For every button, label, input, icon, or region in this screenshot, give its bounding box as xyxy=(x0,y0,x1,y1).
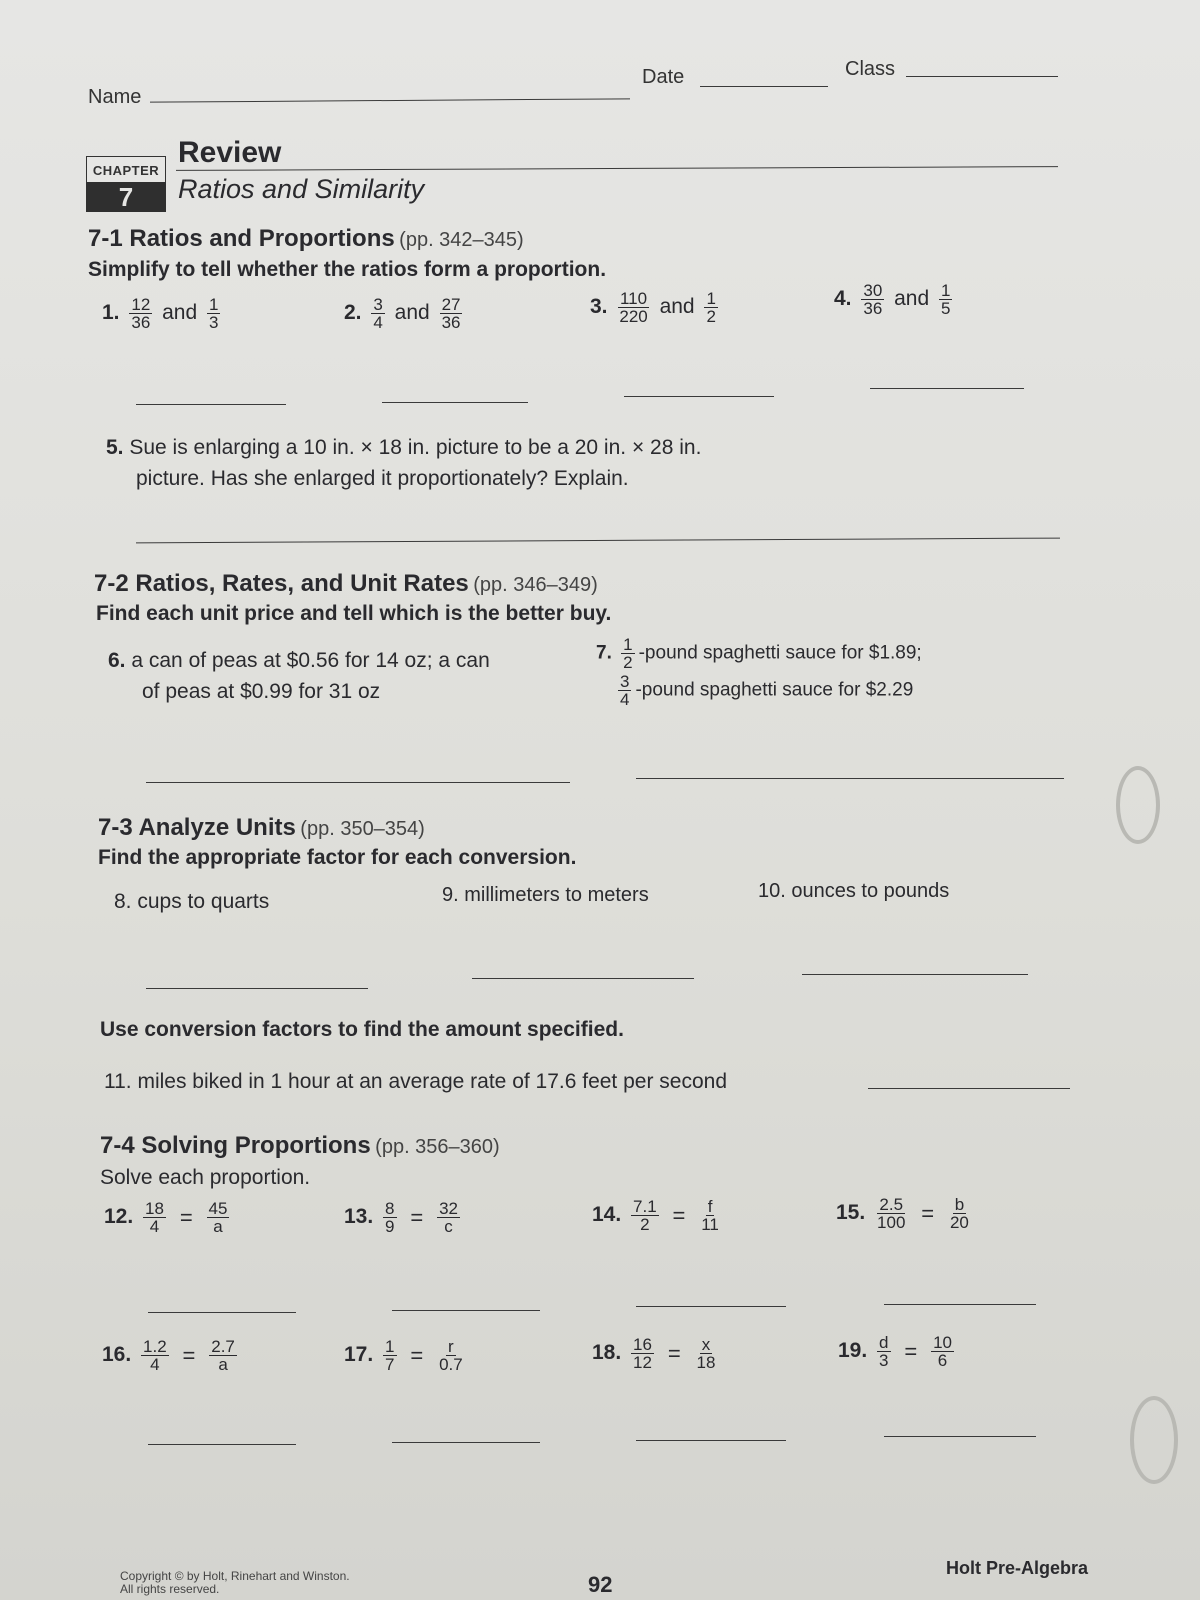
fraction xyxy=(631,1198,659,1233)
problem-number: 19. xyxy=(838,1339,868,1363)
denominator: 100 xyxy=(877,1213,906,1232)
denominator: 4 xyxy=(620,690,630,709)
numerator: 1 xyxy=(385,1337,395,1356)
answer-line-8[interactable] xyxy=(146,988,368,989)
denominator: 2 xyxy=(623,653,633,672)
date-line[interactable] xyxy=(700,86,828,87)
section-pages: (pp. 350–354) xyxy=(300,818,425,840)
fraction xyxy=(939,282,952,317)
page-number: 92 xyxy=(588,1572,613,1597)
fraction xyxy=(209,1338,237,1373)
answer-line-7[interactable] xyxy=(636,778,1064,779)
numerator: 2.5 xyxy=(879,1195,904,1214)
problem-number: 15. xyxy=(836,1201,866,1225)
problem-text: of peas at $0.99 for 31 oz xyxy=(142,680,381,703)
section-title: 7-1 Ratios and Proportions xyxy=(88,225,395,252)
review-title: Review xyxy=(178,136,282,169)
section-7-1-heading xyxy=(88,225,524,253)
problem-number: 12. xyxy=(104,1205,134,1229)
problem-1 xyxy=(102,296,224,331)
section-7-3-instruction: Find the appropriate factor for each conversion. xyxy=(98,846,577,869)
problem-13 xyxy=(344,1200,464,1235)
equals-sign: = xyxy=(921,1201,935,1226)
fraction xyxy=(383,1338,396,1373)
fraction xyxy=(931,1334,954,1369)
problem-text: -pound spaghetti sauce for $2.29 xyxy=(635,679,914,701)
problem-3 xyxy=(590,290,722,325)
problem-15 xyxy=(836,1196,975,1231)
numerator: 10 xyxy=(933,1333,952,1352)
answer-line-15[interactable] xyxy=(884,1304,1036,1305)
problem-18 xyxy=(592,1336,721,1371)
problem-8: 8. cups to quarts xyxy=(114,890,270,913)
problem-number: 3. xyxy=(590,295,608,319)
fraction xyxy=(617,290,649,325)
problem-number: 14. xyxy=(592,1203,622,1227)
denominator: c xyxy=(444,1217,453,1236)
denominator: 18 xyxy=(696,1353,716,1372)
book-title: Holt Pre-Algebra xyxy=(946,1558,1089,1578)
denominator: 4 xyxy=(373,313,383,332)
fraction xyxy=(704,290,717,325)
fraction xyxy=(948,1196,971,1231)
numerator: 12 xyxy=(131,295,151,314)
problem-7 xyxy=(596,636,922,708)
section-pages: (pp. 356–360) xyxy=(375,1136,500,1158)
equals-sign: = xyxy=(672,1203,686,1228)
chapter-number: 7 xyxy=(86,182,166,212)
section-7-4-instruction: Solve each proportion. xyxy=(100,1166,311,1189)
problem-9: 9. millimeters to meters xyxy=(442,884,649,906)
fraction xyxy=(371,296,384,331)
answer-line-16[interactable] xyxy=(148,1444,296,1445)
fraction xyxy=(383,1200,396,1235)
section-title: 7-3 Analyze Units xyxy=(98,814,296,841)
numerator: d xyxy=(879,1333,889,1352)
problem-17 xyxy=(344,1338,469,1373)
denominator: 6 xyxy=(937,1351,948,1370)
fraction xyxy=(875,1196,907,1231)
chapter-title: Ratios and Similarity xyxy=(178,174,425,204)
section-7-3-heading xyxy=(98,814,425,842)
fraction xyxy=(699,1198,721,1233)
denominator: 36 xyxy=(863,299,883,318)
numerator: b xyxy=(954,1195,965,1214)
denominator: 0.7 xyxy=(439,1355,463,1374)
problem-4 xyxy=(834,282,956,317)
numerator: 30 xyxy=(863,281,883,300)
answer-line-17[interactable] xyxy=(392,1442,540,1443)
numerator: 1 xyxy=(209,295,219,314)
and-word: and xyxy=(894,287,930,311)
problem-text: -pound spaghetti sauce for $1.89; xyxy=(638,642,922,664)
and-word: and xyxy=(394,301,430,325)
problem-11: 11. miles biked in 1 hour at an average rate of 17.6 feet per second xyxy=(104,1070,728,1093)
fraction xyxy=(618,673,631,708)
equals-sign: = xyxy=(179,1205,193,1230)
problem-number: 7. xyxy=(596,642,612,664)
numerator: f xyxy=(707,1197,713,1216)
numerator: 3 xyxy=(620,672,630,691)
section-title: 7-2 Ratios, Rates, and Unit Rates xyxy=(94,570,469,597)
answer-line-13[interactable] xyxy=(392,1310,540,1311)
problem-number: 18. xyxy=(592,1341,622,1365)
denominator: 5 xyxy=(941,299,951,318)
numerator: 7.1 xyxy=(633,1197,657,1216)
fraction xyxy=(129,296,152,331)
section-title: 7-4 Solving Proportions xyxy=(100,1132,371,1159)
problem-6 xyxy=(108,645,490,707)
numerator: 32 xyxy=(439,1199,458,1218)
section-7-2-heading xyxy=(94,570,598,598)
conversion-instruction: Use conversion factors to find the amount specified. xyxy=(100,1018,624,1041)
section-pages: (pp. 346–349) xyxy=(473,574,598,596)
problem-number: 4. xyxy=(834,287,852,311)
problem-14 xyxy=(592,1198,725,1233)
fraction xyxy=(437,1338,465,1373)
fraction xyxy=(143,1200,166,1235)
denominator: 3 xyxy=(879,1351,889,1370)
binder-hole-icon xyxy=(1116,766,1160,844)
numerator: 45 xyxy=(208,1199,228,1218)
equals-sign: = xyxy=(667,1341,681,1366)
section-7-2-instruction: Find each unit price and tell which is the better buy. xyxy=(96,602,612,625)
answer-line-12[interactable] xyxy=(148,1312,296,1313)
denominator: 36 xyxy=(131,313,151,332)
answer-line-1[interactable] xyxy=(136,404,286,405)
fraction xyxy=(437,1200,460,1235)
problem-number: 17. xyxy=(344,1343,374,1367)
class-label: Class xyxy=(845,58,896,80)
problem-number: 16. xyxy=(102,1343,132,1367)
copyright xyxy=(120,1570,350,1596)
equals-sign: = xyxy=(410,1205,424,1230)
problem-number: 13. xyxy=(344,1205,374,1229)
denominator: 11 xyxy=(701,1215,719,1234)
answer-line-18[interactable] xyxy=(636,1440,786,1441)
answer-line-19[interactable] xyxy=(884,1436,1036,1437)
problem-19 xyxy=(838,1334,958,1369)
answer-line-4[interactable] xyxy=(870,388,1024,389)
name-label: Name xyxy=(88,86,142,108)
denominator: 20 xyxy=(949,1213,969,1232)
problem-12 xyxy=(104,1200,233,1235)
and-word: and xyxy=(162,301,198,325)
answer-line-3[interactable] xyxy=(624,396,774,397)
problem-number: 2. xyxy=(344,301,362,325)
numerator: 1 xyxy=(941,281,951,300)
fraction xyxy=(861,282,884,317)
section-7-4-heading xyxy=(100,1132,500,1160)
fraction xyxy=(695,1336,718,1371)
section-7-1-instruction: Simplify to tell whether the ratios form a proportion. xyxy=(88,258,607,281)
problem-text: a can of peas at $0.56 for 14 oz; a can xyxy=(131,649,490,672)
problem-2 xyxy=(344,296,466,331)
fraction xyxy=(207,1200,230,1235)
denominator: 2 xyxy=(706,307,716,326)
equals-sign: = xyxy=(182,1343,196,1368)
numerator: x xyxy=(701,1335,711,1354)
numerator: 8 xyxy=(385,1199,395,1218)
date-label: Date xyxy=(642,66,685,88)
equals-sign: = xyxy=(904,1339,918,1364)
numerator: 18 xyxy=(145,1199,164,1218)
denominator: 9 xyxy=(385,1217,395,1236)
copyright-line: Copyright © by Holt, Rinehart and Winston. xyxy=(120,1569,350,1583)
denominator: 2 xyxy=(640,1215,650,1234)
fraction xyxy=(621,636,634,671)
problem-text: Sue is enlarging a 10 in. × 18 in. picture to be a 20 in. × 28 in. xyxy=(129,436,702,459)
name-line[interactable] xyxy=(150,98,630,102)
answer-line-9[interactable] xyxy=(472,978,694,979)
copyright-line: All rights reserved. xyxy=(120,1582,220,1596)
numerator: r xyxy=(448,1337,454,1356)
denominator: 12 xyxy=(633,1353,652,1372)
denominator: 7 xyxy=(385,1355,395,1374)
numerator: 27 xyxy=(441,295,461,314)
denominator: a xyxy=(213,1217,223,1236)
equals-sign: = xyxy=(410,1343,424,1368)
class-line[interactable] xyxy=(906,76,1058,77)
and-word: and xyxy=(659,295,695,319)
numerator: 1 xyxy=(706,289,716,308)
section-pages: (pp. 342–345) xyxy=(399,229,524,251)
problem-16 xyxy=(102,1338,241,1373)
denominator: 220 xyxy=(619,307,648,326)
answer-line-10[interactable] xyxy=(802,974,1028,975)
denominator: 3 xyxy=(209,313,219,332)
problem-text: picture. Has she enlarged it proportionately? Explain. xyxy=(136,467,629,490)
answer-line-2[interactable] xyxy=(382,402,528,403)
problem-number: 6. xyxy=(108,649,126,672)
numerator: 3 xyxy=(373,295,383,314)
fraction xyxy=(207,296,220,331)
numerator: 1.2 xyxy=(143,1337,167,1356)
problem-number: 5. xyxy=(106,436,124,459)
fraction xyxy=(440,296,463,331)
fraction xyxy=(877,1334,890,1369)
numerator: 110 xyxy=(619,289,648,308)
problem-10: 10. ounces to pounds xyxy=(758,880,950,902)
numerator: 1 xyxy=(623,635,633,654)
binder-hole-icon xyxy=(1130,1396,1178,1484)
answer-line-11[interactable] xyxy=(868,1088,1070,1089)
denominator: 4 xyxy=(149,1217,160,1236)
answer-line-5[interactable] xyxy=(136,538,1060,544)
problem-number: 1. xyxy=(102,301,120,325)
answer-line-6[interactable] xyxy=(146,782,570,783)
denominator: 36 xyxy=(441,313,461,332)
fraction xyxy=(631,1336,654,1371)
denominator: 4 xyxy=(150,1355,160,1374)
denominator: a xyxy=(218,1355,228,1374)
problem-5 xyxy=(106,432,701,494)
chapter-label: CHAPTER xyxy=(86,156,166,184)
answer-line-14[interactable] xyxy=(636,1306,786,1307)
heading-rule xyxy=(176,166,1058,171)
numerator: 16 xyxy=(633,1335,652,1354)
numerator: 2.7 xyxy=(211,1337,235,1356)
fraction xyxy=(141,1338,169,1373)
